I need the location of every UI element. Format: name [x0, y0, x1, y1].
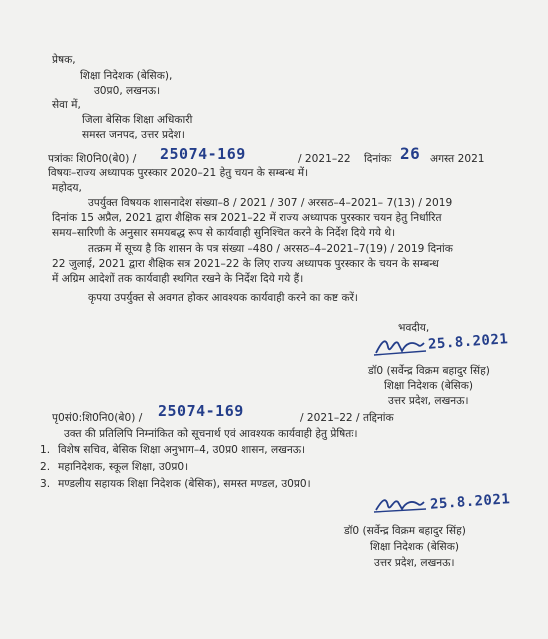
recipient-label: सेवा में, — [52, 99, 81, 111]
sender-label: प्रेषक, — [52, 54, 76, 66]
recipient-3-num: 3. — [40, 478, 51, 490]
para2-line3: में अग्रिम आदेशों तक कार्यवाही स्थगित रखने के निर्देश दिये गये हैं। — [52, 273, 304, 285]
recipient-line2: समस्त जनपद, उत्तर प्रदेश। — [82, 129, 185, 141]
signature-1-date: 25.8.2021 — [427, 331, 509, 353]
sender-place: उ0प्र0, लखनऊ। — [94, 85, 161, 97]
ref-year: / 2021–22 — [298, 153, 351, 165]
signature-2-name: डॉ0 (सर्वेन्द्र विक्रम बहादुर सिंह) — [344, 525, 466, 537]
endorsement-number-handwritten: 25074-169 — [158, 402, 244, 420]
signature-2-date: 25.8.2021 — [429, 491, 511, 513]
recipient-2-text: महानिदेशक, स्कूल शिक्षा, उ0प्र0। — [58, 461, 189, 473]
signature-1-name: डॉ0 (सर्वेन्द्र विक्रम बहादुर सिंह) — [368, 365, 490, 377]
sender-designation: शिक्षा निदेशक (बेसिक), — [80, 70, 173, 82]
para1-line1: उपर्युक्त विषयक शासनादेश संख्या–8 / 2021 / 307 / अरसठ–4–2021– 7(13) / 2019 — [88, 197, 453, 209]
para2-line2: 22 जुलाई, 2021 द्वारा शैक्षिक सत्र 2021–22 के लिए राज्य अध्यापक पुरस्कार के चयन के सम्बन्ध — [52, 258, 439, 270]
para1-line2: दिनांक 15 अप्रैल, 2021 द्वारा शैक्षिक सत्र 2021–22 में राज्य अध्यापक पुरस्कार चयन हेतु निर्धारित — [52, 212, 442, 224]
salutation: महोदय, — [52, 182, 82, 194]
recipient-line1: जिला बेसिक शिक्षा अधिकारी — [82, 114, 193, 126]
ref-day-handwritten: 26 — [400, 144, 421, 163]
signature-1-scribble-icon — [372, 333, 428, 361]
signature-2-designation: शिक्षा निदेशक (बेसिक) — [370, 541, 459, 553]
para1-line3: समय–सारिणी के अनुसार समयबद्ध रूप से कार्यवाही सुनिश्चित करने के निर्देश दिये गये थे। — [52, 227, 396, 239]
recipient-3-text: मण्डलीय सहायक शिक्षा निदेशक (बेसिक), समस्त मण्डल, उ0प्र0। — [58, 478, 311, 490]
signature-2-scribble-icon — [372, 494, 428, 518]
para2-line1: तत्क्रम में सूच्य है कि शासन के पत्र संख्या –480 / अरसठ–4–2021–7(19) / 2019 दिनांक — [88, 243, 453, 255]
ref-month-year: अगस्त 2021 — [430, 153, 485, 165]
subject-line: विषयः–राज्य अध्यापक पुरस्कार 2020–21 हेतु चयन के सम्बन्ध में। — [48, 167, 309, 179]
signature-2-place: उत्तर प्रदेश, लखनऊ। — [374, 557, 455, 569]
endorsement-suffix: / 2021–22 / तद्दिनांक — [300, 412, 394, 424]
ref-prefix: पत्रांकः शि0नि0(बे0) / — [48, 153, 137, 165]
signature-1-designation: शिक्षा निदेशक (बेसिक) — [384, 380, 473, 392]
recipient-2-num: 2. — [40, 461, 51, 473]
ref-date-label: दिनांकः — [364, 153, 392, 165]
endorsement-prefix: पृ0सं0:शि0नि0(बे0) / — [52, 412, 143, 424]
signature-1-place: उत्तर प्रदेश, लखनऊ। — [388, 395, 469, 407]
request-line: कृपया उपर्युक्त से अवगत होकर आवश्यक कार्यवाही करने का कष्ट करें। — [88, 292, 358, 304]
recipient-1-text: विशेष सचिव, बेसिक शिक्षा अनुभाग–4, उ0प्र0 शासन, लखनऊ। — [58, 444, 306, 456]
ref-number-handwritten: 25074-169 — [160, 145, 246, 163]
recipient-1-num: 1. — [40, 444, 51, 456]
endorsement-intro: उक्त की प्रतिलिपि निम्नांकित को सूचनार्थ एवं आवश्यक कार्यवाही हेतु प्रेषितः। — [64, 428, 358, 440]
closing: भवदीय, — [398, 322, 430, 334]
